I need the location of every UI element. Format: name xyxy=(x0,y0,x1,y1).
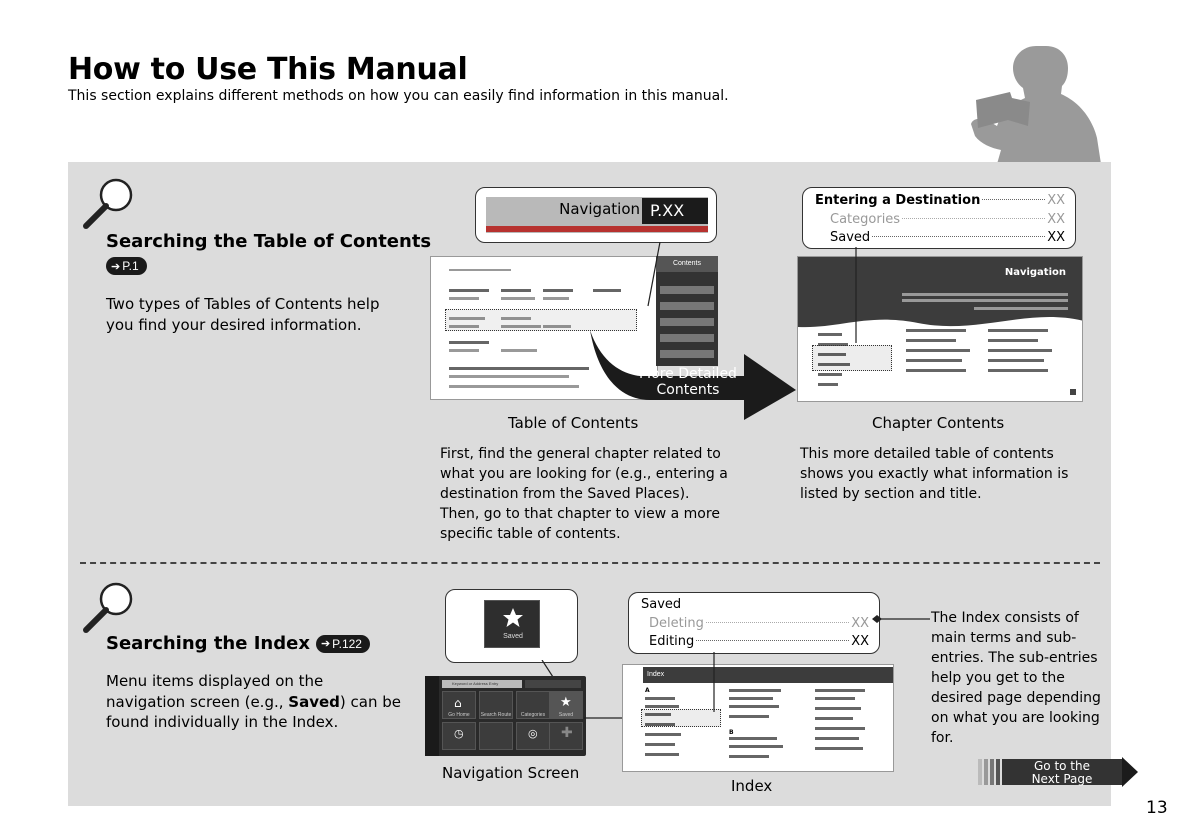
index-note: The Index consists of main terms and sub-entries. The sub-entries help you get to the desired page depending on what you are looking for. xyxy=(931,610,1101,746)
index-ref-text: P.122 xyxy=(332,636,362,651)
arrow-right-icon: ➔ xyxy=(111,260,121,273)
plus-icon: ✚ xyxy=(561,725,573,741)
next-page-button[interactable] xyxy=(978,757,1142,787)
chapter-caption: Chapter Contents xyxy=(872,414,1005,432)
magnifier-icon xyxy=(80,176,138,232)
page-subtitle: This section explains different methods on how you can easily find information in this manual. xyxy=(68,88,729,104)
index-caption: Index xyxy=(731,777,773,795)
toc-caption: Table of Contents xyxy=(508,414,639,432)
index-body-text: Menu items displayed on the navigation screen (e.g., Saved) can be found individually in the Index. xyxy=(106,672,401,731)
note-connector xyxy=(870,612,932,626)
section-divider xyxy=(80,562,1100,564)
chapter-page-mock xyxy=(797,256,1083,402)
home-icon: ⌂ xyxy=(454,696,462,710)
index-entry-main: Saved xyxy=(641,597,682,612)
nav-search-box: Keyword or Address Entry xyxy=(442,680,522,688)
nav-tile xyxy=(516,722,550,750)
navigation-screen-mock: Keyword or Address Entry ⌂ ★ ◷ ◎ ✚ Go Home Search Route Categories Saved xyxy=(425,676,586,756)
index-entries-callout xyxy=(628,592,880,654)
index-title-row xyxy=(106,633,370,654)
nav-screen-caption: Navigation Screen xyxy=(442,764,580,782)
chapter-entry-row: Entering a Destination XX xyxy=(815,193,1065,208)
index-header-bar: Index xyxy=(643,667,893,683)
index-ref-badge[interactable] xyxy=(316,635,370,653)
index-section-title: Searching the Index xyxy=(106,633,310,654)
star-icon xyxy=(501,606,525,630)
next-arrow-icon xyxy=(1122,757,1140,787)
chapter-pointer-line xyxy=(846,247,866,347)
toc-desc-right: This more detailed table of contents shows you exactly what information is listed by section and title. xyxy=(800,446,1069,502)
chapter-entry-row: Saved XX xyxy=(830,230,1065,245)
chapter-banner-text: Navigation xyxy=(1004,267,1066,278)
contents-tab-label: Contents xyxy=(656,256,718,272)
saved-tile-callout xyxy=(445,589,578,663)
nav-tile xyxy=(479,722,513,750)
magnifier-icon xyxy=(80,580,138,636)
page-title: How to Use This Manual xyxy=(68,52,468,87)
reader-silhouette-icon xyxy=(968,42,1108,164)
index-page-mock: Index A B xyxy=(622,664,894,772)
index-entry-row: Editing XX xyxy=(649,634,869,649)
index-pointer-line xyxy=(700,652,730,716)
callout-navigation-text: Navigation xyxy=(559,200,640,218)
nav-tile xyxy=(442,722,476,750)
saved-tile: Saved xyxy=(484,600,540,648)
clock-icon: ◷ xyxy=(454,727,464,740)
toc-navigation-callout xyxy=(475,187,717,243)
arrow-label: More Detailed Contents xyxy=(639,366,737,398)
toc-section-title: Searching the Table of Contents xyxy=(106,231,432,252)
index-entry-row: Deleting XX xyxy=(649,615,869,631)
next-page-label: Go to the Next Page xyxy=(1002,759,1122,785)
callout-pointer-line xyxy=(640,242,670,312)
page-number: 13 xyxy=(1146,798,1168,818)
toc-ref-badge[interactable] xyxy=(106,257,147,275)
toc-body-text: Two types of Tables of Contents help you find your desired information. xyxy=(106,295,380,334)
toc-ref-text: P.1 xyxy=(122,259,139,273)
chapter-entries-callout xyxy=(802,187,1076,249)
pin-icon: ◎ xyxy=(528,727,538,740)
star-icon: ★ xyxy=(560,695,572,710)
callout-page-text: P.XX xyxy=(642,198,708,224)
arrow-right-icon: ➔ xyxy=(320,638,331,650)
toc-desc-left: First, find the general chapter related to what you are looking for (e.g., entering a destination from the Saved Places). Then, go to that chapter to view a more specific table of contents. xyxy=(440,446,728,542)
nav-tile xyxy=(549,722,583,750)
chapter-entry-row: Categories XX xyxy=(830,211,1065,227)
